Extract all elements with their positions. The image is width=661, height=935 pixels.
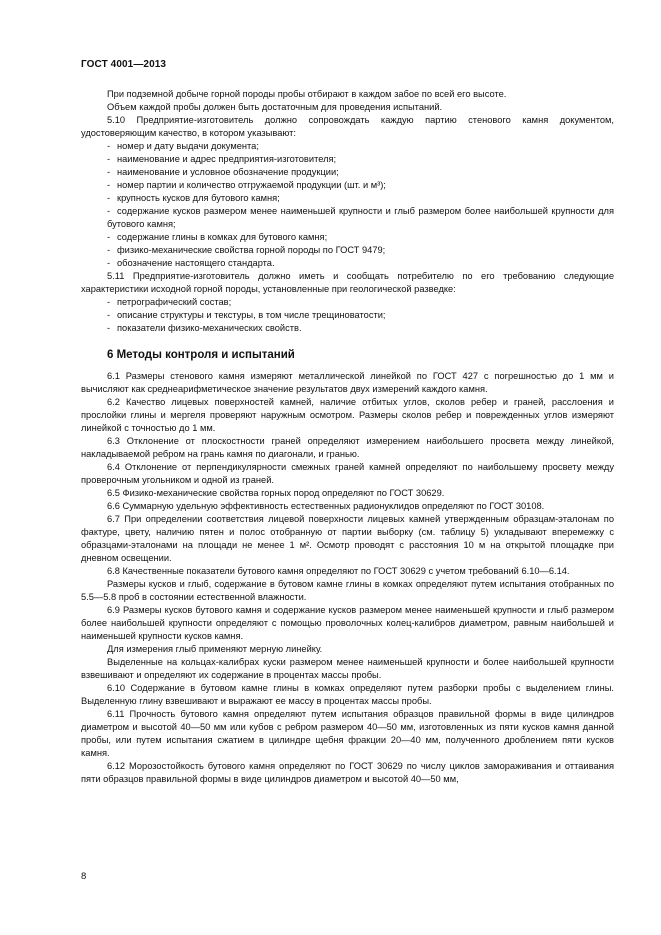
list-item-text: наименование и адрес предприятия-изготовителя; — [117, 154, 337, 164]
list-item-text: показатели физико-механических свойств. — [117, 323, 302, 333]
dash-marker: - — [107, 310, 111, 320]
document-header: ГОСТ 4001—2013 — [81, 59, 167, 70]
section-title: 6 Методы контроля и испытаний — [107, 349, 295, 361]
list-item — [81, 231, 614, 244]
list-item-text: описание структуры и текстуры, в том числе трещиноватости; — [117, 310, 386, 320]
list-item — [81, 192, 614, 205]
paragraph: 6.11 Прочность бутового камня определяют путем испытания образцов правильной формы в виде цилиндров диаметром и высотой 40—50 мм или кубов с ребром размером 40—50 мм, изготовленных из пяти кусков камня данной пробы, или путем испытания сжатием в цилиндре щебня фракции 20—40 мм, полученного дроблением пяти кусков камня. — [81, 709, 614, 758]
list-item — [81, 153, 614, 166]
dash-marker: - — [107, 297, 111, 307]
section-5-continuation — [81, 88, 614, 335]
list-item — [81, 322, 614, 335]
paragraph: При подземной добыче горной породы пробы отбирают в каждом забое по всей его высоте. — [107, 89, 507, 99]
paragraph: 6.9 Размеры кусков бутового камня и содержание кусков размером менее наименьшей крупности и глыб размером более наибольшей крупности определяют с помощью проволочных колец-калибров диаметром, равным наибольшей и наименьшей крупности кусков камня. — [81, 605, 614, 641]
dash-marker: - — [107, 180, 111, 190]
paragraph: 5.11 Предприятие-изготовитель должно иметь и сообщать потребителю по его требованию следующие характеристики исходной горной породы, установленные при геологической разведке: — [81, 271, 614, 294]
dash-marker: - — [107, 232, 111, 242]
list-item-text: номер партии и количество отгружаемой продукции (шт. и м³); — [117, 180, 386, 190]
dash-marker: - — [107, 323, 111, 333]
list-item-text: петрографический состав; — [117, 297, 232, 307]
list-item-text: содержание глины в комках для бутового камня; — [117, 232, 328, 242]
list-item-text: содержание кусков размером менее наименьшей крупности и глыб размером более наибольшей крупности для бутового камня; — [107, 206, 614, 229]
paragraph: 6.8 Качественные показатели бутового камня определяют по ГОСТ 30629 с учетом требований 6.10—6.14. — [107, 566, 570, 576]
list-item-text: обозначение настоящего стандарта. — [117, 258, 275, 268]
list-item — [81, 166, 614, 179]
paragraph: 6.6 Суммарную удельную эффективность естественных радионуклидов определяют по ГОСТ 30108. — [107, 501, 545, 511]
paragraph: Выделенные на кольцах-калибрах куски размером менее наименьшей крупности и более наибольшей крупности взвешивают и определяют их содержание в процентах массы пробы. — [81, 657, 614, 680]
paragraph: 6.5 Физико-механические свойства горных пород определяют по ГОСТ 30629. — [107, 488, 445, 498]
paragraph: 6.3 Отклонение от плоскостности граней определяют измерением наибольшего просвета между линейкой, накладываемой ребром на грань камня по диагонали, и гранью. — [81, 436, 614, 459]
paragraph: Для измерения глыб применяют мерную линейку. — [107, 644, 323, 654]
list-item-text: крупность кусков для бутового камня; — [117, 193, 280, 203]
list-item — [81, 296, 614, 309]
dash-marker: - — [107, 245, 111, 255]
paragraph: 6.10 Содержание в бутовом камне глины в комках определяют путем разборки пробы с выделением глины. Выделенную глину взвешивают и выражают ее массу в процентах массы пробы. — [81, 683, 614, 706]
list-item-text: номер и дату выдачи документа; — [117, 141, 259, 151]
dash-marker: - — [107, 154, 111, 164]
paragraph: Размеры кусков и глыб, содержание в бутовом камне глины в комках определяют путем испытания отобранных по 5.5—5.8 проб в состоянии естественной влажности. — [81, 579, 614, 602]
list-item-text: физико-механические свойства горной породы по ГОСТ 9479; — [117, 245, 386, 255]
list-item — [81, 309, 614, 322]
document-body — [81, 88, 614, 786]
dash-marker: - — [107, 258, 111, 268]
paragraph: 6.2 Качество лицевых поверхностей камней, наличие отбитых углов, сколов ребер и граней, расслоения и прослойки глины и мергеля проверяют наружным осмотром. Размеры сколов ребер и поврежденных углов измеряют линейкой с точностью до 1 мм. — [81, 397, 614, 433]
paragraph: 6.7 При определении соответствия лицевой поверхности лицевых камней утвержденным образцам-эталонам по фактуре, цвету, наличию пятен и полос отобранную от партии выборку (см. таблицу 5) укладывают вперемежку с образцами-эталонами на площади не менее 1 м². Осмотр проводят с расстояния 10 м на открытой площадке при дневном освещении. — [81, 514, 614, 563]
page-number: 8 — [81, 871, 87, 882]
paragraph: 6.12 Морозостойкость бутового камня определяют по ГОСТ 30629 по числу циклов замораживания и оттаивания пяти образцов правильной формы в виде цилиндров диаметром и высотой 40—50 мм, — [81, 761, 614, 784]
dash-marker: - — [107, 193, 111, 203]
dash-marker: - — [107, 167, 111, 177]
list-item — [81, 205, 614, 231]
paragraph: 5.10 Предприятие-изготовитель должно сопровождать каждую партию стенового камня документом, удостоверяющим качество, в котором указывают: — [81, 115, 614, 138]
list-item-text: наименование и условное обозначение продукции; — [117, 167, 339, 177]
dash-marker: - — [107, 141, 111, 151]
list-item — [81, 179, 614, 192]
section-6-body — [81, 370, 614, 786]
paragraph: 6.1 Размеры стенового камня измеряют металлической линейкой по ГОСТ 427 с погрешностью до 1 мм и вычисляют как среднеарифметическое значение результатов двух измерений каждого камня. — [81, 371, 614, 394]
list-item — [81, 140, 614, 153]
paragraph: 6.4 Отклонение от перпендикулярности смежных граней камней определяют по наибольшему просвету между проверочным угольником и одной из граней. — [81, 462, 614, 485]
dash-marker: - — [107, 206, 111, 216]
paragraph: Объем каждой пробы должен быть достаточным для проведения испытаний. — [107, 102, 443, 112]
list-item — [81, 257, 614, 270]
list-item — [81, 244, 614, 257]
